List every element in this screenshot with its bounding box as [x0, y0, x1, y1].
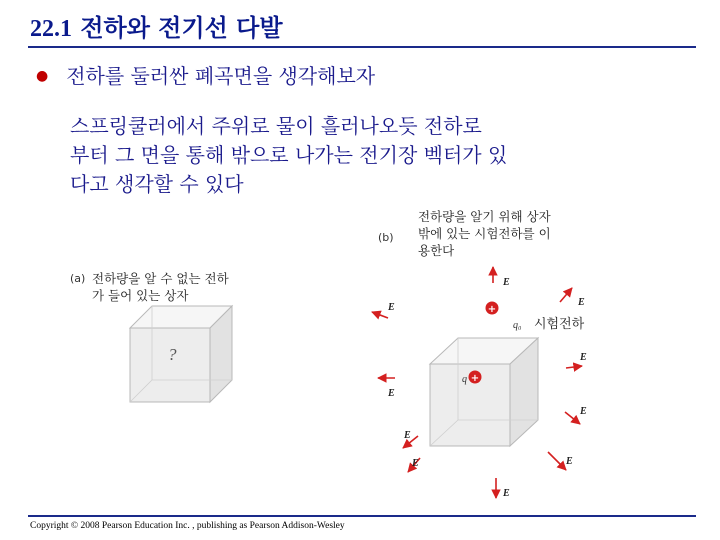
paragraph-line: 부터 그 면을 통해 밖으로 나가는 전기장 벡터가 있 — [70, 143, 508, 167]
field-label: E — [412, 458, 419, 469]
field-label: E — [388, 388, 395, 399]
field-arrow — [548, 452, 566, 470]
field-label: E — [388, 302, 395, 313]
figure-b-caption — [418, 208, 551, 259]
paragraph-line: 스프링쿨러에서 주위로 물이 흘러나오듯 전하로 — [70, 114, 482, 138]
box-b — [430, 338, 538, 446]
title-number: 22.1 — [30, 16, 72, 42]
field-arrow — [565, 412, 580, 424]
field-arrow — [566, 366, 582, 368]
caption-line: 용한다 — [418, 243, 455, 258]
svg-text:+: + — [470, 373, 480, 384]
paragraph-line: 다고 생각할 수 있다 — [70, 172, 244, 196]
field-label: E — [503, 488, 510, 499]
figure-b-letter: (b) — [378, 231, 394, 244]
footer-divider — [28, 515, 696, 517]
unknown-charge-mark: ? — [168, 345, 177, 364]
figure-a-caption — [92, 270, 229, 304]
caption-line: 가 들어 있는 상자 — [92, 288, 189, 303]
test-charge-symbol: q₀ — [513, 320, 522, 331]
field-label: E — [566, 456, 573, 467]
title-text: 전하와 전기선 다발 — [80, 14, 283, 42]
test-charge-label: 시험전하 — [534, 317, 585, 332]
bullet-marker: ● — [36, 68, 49, 84]
inner-charge-symbol: q — [462, 374, 467, 385]
field-label: E — [580, 406, 587, 417]
caption-line: 전하량을 알기 위해 상자 — [418, 209, 551, 224]
field-label: E — [580, 352, 587, 363]
figure-a-letter: (a) — [70, 272, 86, 285]
caption-line: 전하량을 알 수 없는 전하 — [92, 271, 229, 286]
bullet-text: 전하를 둘러싼 폐곡면을 생각해보자 — [66, 64, 376, 88]
caption-line: 밖에 있는 시험전하를 이 — [418, 226, 551, 241]
field-label: E — [578, 297, 585, 308]
box-a — [130, 306, 232, 402]
field-label: E — [404, 430, 411, 441]
copyright-notice: Copyright © 2008 Pearson Education Inc. , publishing as Pearson Addison-Wesley — [30, 521, 345, 531]
field-label: E — [503, 277, 510, 288]
svg-text:+: + — [487, 304, 497, 315]
test-charge — [486, 302, 499, 316]
field-arrow — [560, 288, 572, 302]
field-arrow — [372, 312, 388, 318]
